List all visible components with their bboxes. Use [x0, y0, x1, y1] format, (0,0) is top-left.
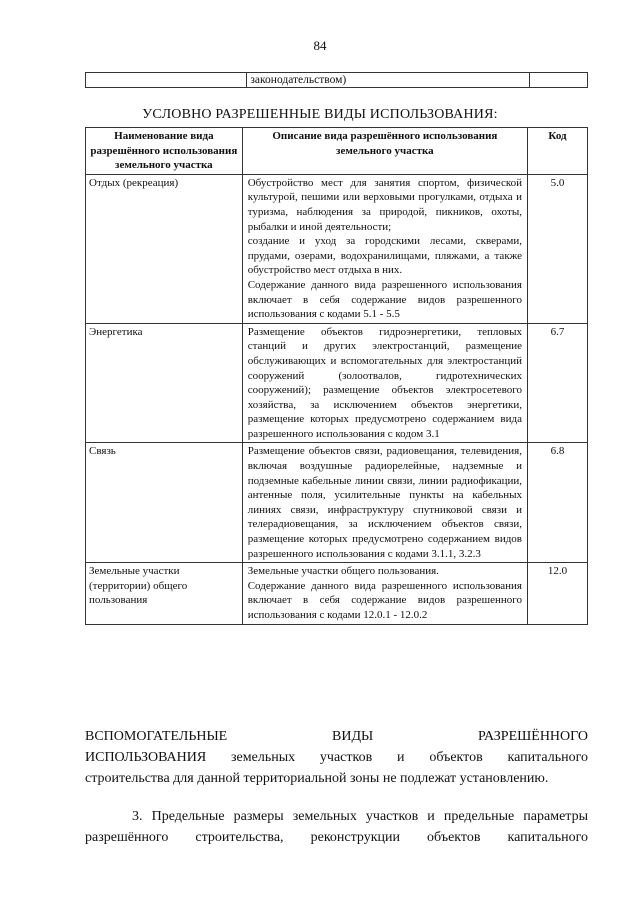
row-code: 6.7 [528, 323, 588, 443]
header-description: Описание вида разрешённого использования земельного участка [242, 128, 527, 175]
table-row [86, 443, 588, 563]
row-name: Отдых (рекреация) [86, 174, 243, 323]
row-code: 6.8 [528, 443, 588, 563]
row-name: Энергетика [86, 323, 243, 443]
description-paragraph: Содержание данного вида разрешенного использования включает в себя содержание видов разрешенного использования с кодами 12.0.1 - 12.0.2 [247, 579, 522, 621]
header-name: Наименование вида разрешённого использования земельного участка [86, 128, 243, 175]
description-paragraph: Обустройство мест для занятия спортом, физической культурой, пешими или верховыми прогулками, отдыха и туризма, наблюдения за природой, пикников, охоты, рыбалки и иной деятельности; [247, 176, 522, 233]
table-row [86, 563, 588, 624]
description-paragraph: Содержание данного вида разрешенного использования включает в себя содержание видов разрешенного использования с кодами 5.1 - 5.5 [247, 278, 522, 321]
continuation-table-row [85, 72, 588, 88]
row-name: Связь [86, 443, 243, 563]
row-description [242, 443, 527, 563]
table-row [86, 174, 588, 323]
section-title: УСЛОВНО РАЗРЕШЕННЫЕ ВИДЫ ИСПОЛЬЗОВАНИЯ: [142, 107, 498, 122]
conditional-uses-table [85, 127, 588, 625]
description-cell: законодательством) [247, 73, 530, 88]
description-paragraph: Размещение объектов связи, радиовещания, телевидения, включая воздушные радиорелейные, надземные и подземные кабельные линии связи, линии радиофикации, антенные поля, усилительные пункты на кабельных линиях связи, инфраструктуру спутниковой связи и телерадиовещания, за исключением объектов связи, размещение которых предусмотрено содержанием видов разрешенного использования с кодами 3.1.1, 3.2.3 [247, 445, 522, 560]
row-code: 5.0 [528, 174, 588, 323]
table-header-row [86, 128, 588, 175]
limit-sizes-paragraph [85, 806, 588, 848]
paragraph-line: ВСПОМОГАТЕЛЬНЫЕ ВИДЫ РАЗРЕШЁННОГО [85, 729, 588, 744]
description-paragraph: Земельные участки общего пользования. [247, 565, 439, 578]
paragraph-line: разрешённого строительства, реконструкции объектов капитального [85, 830, 588, 845]
row-name: Земельные участки (территории) общего пользования [86, 563, 243, 624]
row-description [242, 174, 527, 323]
empty-name-cell [86, 73, 247, 88]
row-description [242, 323, 527, 443]
auxiliary-uses-paragraph [85, 726, 588, 789]
empty-code-cell [530, 73, 588, 88]
paragraph-line: строительства для данной территориальной зоны не подлежат установлению. [85, 771, 549, 786]
table-row [86, 323, 588, 443]
description-paragraph: Размещение объектов гидроэнергетики, тепловых станций и других электростанций, размещение обслуживающих и вспомогательных для электростанций сооружений (золоотвалов, гидротехнических сооружений); размещение объектов электросетевого хозяйства, за исключением объектов энергетики, размещение которых предусмотрено содержанием вида разрешенного использования с кодом 3.1 [247, 325, 522, 440]
description-paragraph: создание и уход за городскими лесами, скверами, прудами, озерами, водохранилищами, пляжами, а также обустройство мест отдыха в них. [247, 235, 522, 277]
row-description [242, 563, 527, 624]
row-code: 12.0 [528, 563, 588, 624]
paragraph-line: ИСПОЛЬЗОВАНИЯ земельных участков и объектов капитального [85, 750, 588, 765]
paragraph-line: 3. Предельные размеры земельных участков и предельные параметры [132, 809, 588, 824]
header-code: Код [528, 128, 588, 175]
page-number: 84 [313, 38, 327, 53]
